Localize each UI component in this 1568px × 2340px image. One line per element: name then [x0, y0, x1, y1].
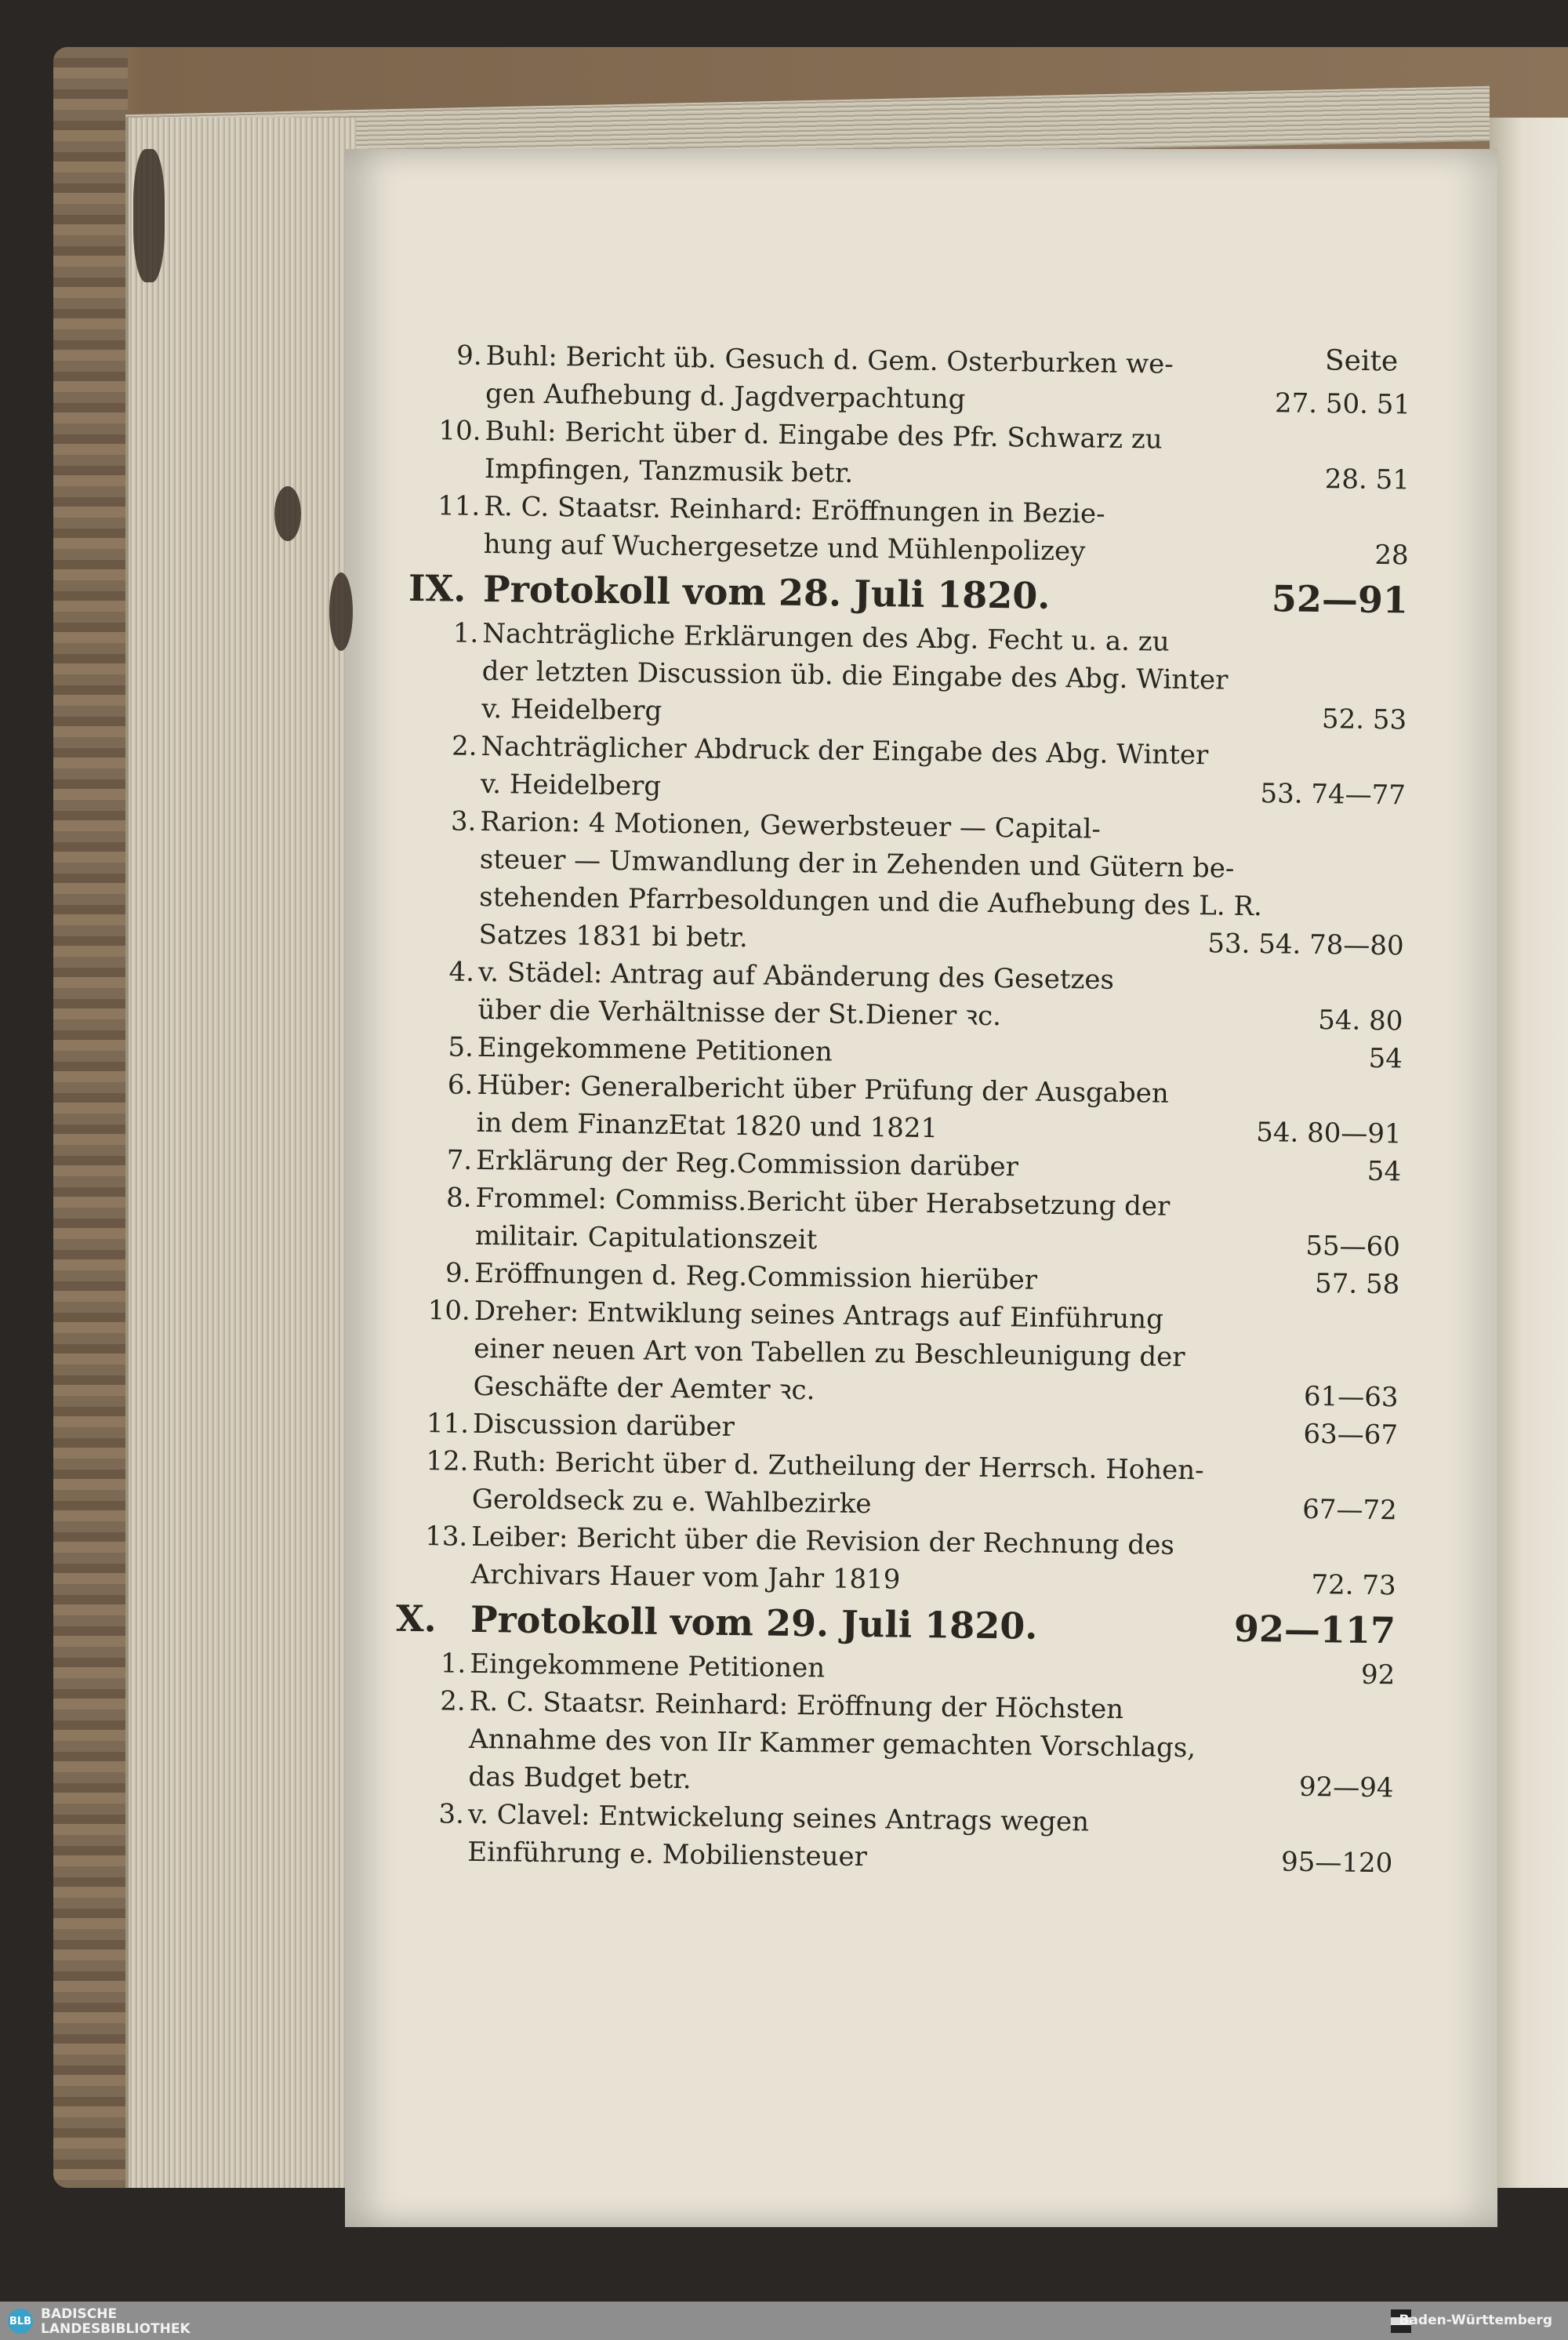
entry-text: Annahme des von IIr Kammer gemachten Vorschlags,: [468, 1723, 1196, 1764]
entry-pages: 28: [1374, 539, 1409, 572]
list-item: [447, 1066, 1402, 1153]
library-logo[interactable]: BLB: [8, 2309, 33, 2334]
entry-pages: 57. 58: [1314, 1268, 1400, 1301]
entry-text: Leiber: Bericht über die Revision der Rechnung des: [471, 1521, 1175, 1561]
entry-text: Discussion darüber: [472, 1408, 735, 1443]
entries-top: [437, 337, 1411, 574]
entry-text: Archivars Hauer vom Jahr 1819: [470, 1558, 901, 1596]
entry-number: 11.: [426, 1408, 470, 1440]
table-of-contents: [395, 337, 1411, 1882]
entry-text: Eingekommene Petitionen: [470, 1648, 826, 1684]
entry-text: Ruth: Bericht über d. Zutheilung der Herrsch. Hohen-: [472, 1445, 1204, 1487]
entry-pages: 27. 50. 51: [1274, 387, 1411, 421]
entries-ix: [424, 615, 1407, 1604]
entry-text: in dem FinanzEtat 1820 und 1821: [476, 1106, 938, 1145]
entry-pages: 52. 53: [1321, 703, 1407, 736]
entry-number: 10.: [427, 1295, 471, 1327]
entry-text: v. Städel: Antrag auf Abänderung des Gesetzes: [477, 956, 1115, 996]
entries-x: [438, 1645, 1396, 1882]
list-item: [424, 1518, 1396, 1604]
entry-number: 1.: [440, 1648, 466, 1680]
entry-text: Satzes 1831 bi betr.: [478, 918, 749, 954]
entry-text: militair. Capitulationszeit: [474, 1219, 818, 1256]
entry-pages: 28. 51: [1324, 463, 1410, 496]
entry-text: der letzten Discussion üb. die Eingabe des Abg. Winter: [481, 655, 1229, 696]
entry-number: 13.: [424, 1521, 468, 1553]
facing-page: [1490, 118, 1568, 2188]
entry-number: 8.: [445, 1182, 472, 1214]
section-number: IX.: [408, 566, 466, 610]
book-spine: [53, 47, 128, 2188]
entry-text: Eröffnungen d. Reg.Commission hierüber: [474, 1257, 1038, 1296]
entry-pages: 55—60: [1305, 1230, 1401, 1263]
entry-text: das Budget betr.: [468, 1760, 691, 1796]
list-item: [451, 728, 1406, 814]
entry-text: Buhl: Bericht üb. Gesuch d. Gem. Osterburken we-: [485, 340, 1174, 380]
entry-number: 6.: [447, 1069, 474, 1101]
entry-number: 4.: [448, 956, 475, 988]
ink-stain: [329, 572, 353, 651]
section-pages: 52—91: [1271, 577, 1409, 622]
section-number: X.: [395, 1597, 437, 1641]
entry-number: 2.: [451, 730, 477, 762]
entry-pages: 54: [1368, 1042, 1403, 1075]
entry-text: Geroldseck zu e. Wahlbezirke: [471, 1483, 872, 1521]
entry-number: 9.: [456, 340, 482, 372]
list-item: [456, 337, 1411, 423]
library-name[interactable]: [41, 2307, 191, 2337]
section-heading-ix: [408, 565, 1409, 624]
entry-number: 12.: [426, 1445, 469, 1477]
page-side-edge: [125, 118, 356, 2188]
entry-number: 9.: [445, 1257, 471, 1289]
entry-number: 7.: [446, 1144, 473, 1176]
entry-text: R. C. Staatsr. Reinhard: Eröffnungen in Bezie-: [484, 490, 1105, 530]
ink-stain: [274, 486, 301, 541]
section-pages: 92—117: [1233, 1607, 1396, 1652]
entry-pages: 72. 73: [1311, 1568, 1396, 1602]
entry-number: 3.: [450, 805, 477, 838]
entry-text: v. Heidelberg: [480, 768, 662, 802]
list-item: [450, 803, 1405, 965]
entry-pages: 95—120: [1280, 1846, 1393, 1880]
list-item: [437, 488, 1409, 574]
entry-pages: 54. 80: [1318, 1005, 1403, 1037]
entry-text: steuer — Umwandlung der in Zehenden und Gütern be-: [479, 843, 1235, 885]
entry-text: v. Heidelberg: [481, 692, 662, 727]
entry-text: Einführung e. Mobiliensteuer: [467, 1836, 868, 1873]
entry-pages: 67—72: [1302, 1493, 1398, 1527]
entry-text: R. C. Staatsr. Reinhard: Eröffnung der Höchsten: [469, 1685, 1124, 1726]
entry-pages: 53. 54. 78—80: [1207, 928, 1404, 962]
entry-text: Dreher: Entwiklung seines Antrags auf Einführung: [474, 1295, 1164, 1335]
entry-number: 5.: [448, 1031, 474, 1063]
entry-pages: 92—94: [1298, 1771, 1394, 1804]
list-item: [426, 1443, 1398, 1529]
entry-text: über die Verhältnisse der St.Diener ꝛc.: [477, 994, 1002, 1033]
library-name-line2: LANDESBIBLIOTHEK: [41, 2321, 191, 2337]
list-item: [440, 1683, 1395, 1807]
entry-pages: 63—67: [1303, 1418, 1399, 1452]
entry-text: Impfingen, Tanzmusik betr.: [484, 452, 854, 489]
section-title: Protokoll vom 29. Juli 1820.: [470, 1597, 1038, 1648]
list-item: [438, 412, 1410, 499]
entry-text: Hüber: Generalbericht über Prüfung der Ausgaben: [477, 1069, 1170, 1110]
entry-text: Rarion: 4 Motionen, Gewerbsteuer — Capital-: [480, 805, 1102, 845]
entry-pages: 61—63: [1303, 1380, 1399, 1414]
entry-number: 3.: [438, 1798, 465, 1830]
entry-text: Nachträglicher Abdruck der Eingabe des Abg. Winter: [481, 730, 1209, 772]
entry-pages: 54. 80—91: [1256, 1117, 1402, 1150]
list-item: [452, 615, 1408, 739]
entry-pages: 53. 74—77: [1260, 778, 1406, 812]
entry-number: 10.: [438, 415, 481, 447]
entry-number: 11.: [437, 490, 481, 522]
list-item: [427, 1292, 1399, 1416]
entry-number: 1.: [452, 617, 479, 649]
entry-text: Nachträgliche Erklärungen des Abg. Fecht u. a. zu: [482, 617, 1170, 658]
entry-text: Frommel: Commiss.Bericht über Herabsetzung der: [475, 1182, 1171, 1223]
library-name-line1: BADISCHE: [41, 2306, 118, 2322]
entry-pages: 92: [1360, 1659, 1396, 1691]
state-label[interactable]: Baden-Württemberg: [1399, 2313, 1552, 2328]
entry-text: Geschäfte der Aemter ꝛc.: [473, 1370, 815, 1407]
entry-text: hung auf Wuchergesetze und Mühlenpolizey: [483, 528, 1086, 568]
footer-bar: [0, 2302, 1568, 2340]
list-item: [438, 1796, 1393, 1882]
section-heading-x: [395, 1595, 1396, 1655]
entry-text: Eingekommene Petitionen: [477, 1031, 833, 1068]
section-title: Protokoll vom 28. Juli 1820.: [482, 567, 1051, 617]
entry-text: einer neuen Art von Tabellen zu Beschleunigung der: [473, 1332, 1185, 1373]
list-item: [445, 1179, 1401, 1266]
entry-number: 2.: [440, 1685, 466, 1717]
entry-text: Buhl: Bericht über d. Eingabe des Pfr. Schwarz zu: [485, 415, 1163, 456]
entry-text: gen Aufhebung d. Jagdverpachtung: [485, 377, 966, 416]
entry-text: stehenden Pfarrbesoldungen und die Aufhebung des L. R.: [479, 881, 1263, 923]
entry-text: Erklärung der Reg.Commission darüber: [475, 1144, 1019, 1183]
list-item: [448, 954, 1403, 1040]
ink-stain: [133, 149, 165, 282]
entry-pages: 54: [1367, 1155, 1402, 1188]
entry-text: v. Clavel: Entwickelung seines Antrags wegen: [467, 1798, 1090, 1838]
column-header: Seite: [1324, 344, 1399, 378]
